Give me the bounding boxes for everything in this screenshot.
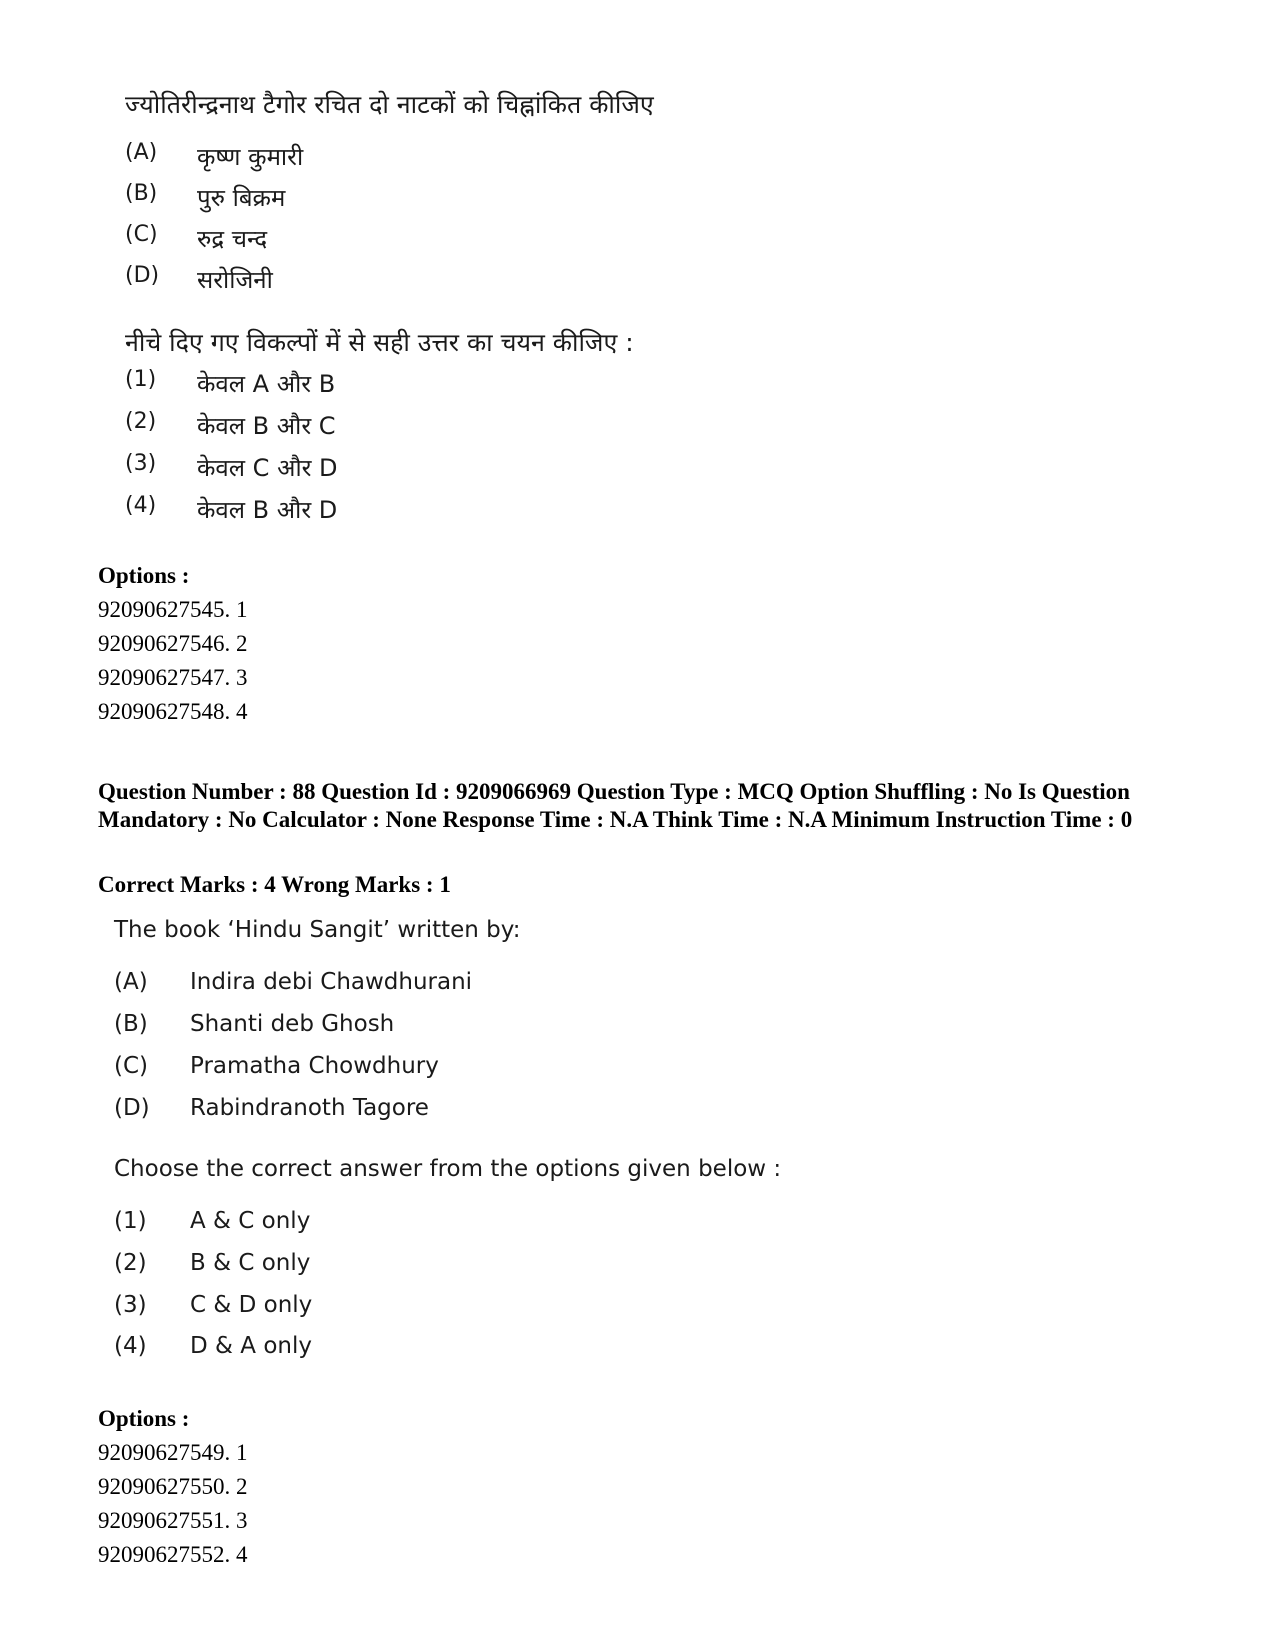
statement-text: कृष्ण कुमारी <box>197 143 304 171</box>
statement-text: Rabindranoth Tagore <box>190 1095 429 1121</box>
answer-text: केवल B और D <box>197 496 338 524</box>
answer-label: (3) <box>125 451 157 476</box>
statement-text: Shanti deb Ghosh <box>190 1011 395 1037</box>
option-item: 92090627551. 3 <box>98 1508 248 1533</box>
answer-label: (4) <box>114 1333 147 1359</box>
statement-label: (B) <box>114 1011 148 1037</box>
choose-instruction: Choose the correct answer from the options given below : <box>114 1156 782 1182</box>
option-item: 92090627549. 1 <box>98 1440 248 1465</box>
question-87-stem: ज्योतिरीन्द्रनाथ टैगोर रचित दो नाटकों को चिह्नांकित कीजिए <box>125 90 654 119</box>
statement-label: (D) <box>125 263 160 288</box>
option-item: 92090627548. 4 <box>98 699 248 724</box>
answer-text: C & D only <box>190 1292 313 1318</box>
option-item: 92090627552. 4 <box>98 1542 248 1567</box>
statement-text: रुद्र चन्द <box>197 225 268 253</box>
question-88-metadata: Question Number : 88 Question Id : 9209066969 Question Type : MCQ Option Shuffling : No Is Question Mandatory : No Calculator : None Response Time : N.A Think Time : N.A Minimum Instruction Time : 0 <box>98 779 1133 832</box>
answer-label: (2) <box>114 1250 147 1276</box>
statement-label: (A) <box>114 969 148 995</box>
statement-label: (D) <box>114 1095 150 1121</box>
question-88-options <box>98 1402 248 1572</box>
statement-text: पुरु बिक्रम <box>197 184 286 212</box>
question-88-marks: Correct Marks : 4 Wrong Marks : 1 <box>98 872 451 897</box>
answer-label: (3) <box>114 1292 147 1318</box>
question-88-stem: The book ‘Hindu Sangit’ written by: <box>114 917 521 943</box>
statement-text: Indira debi Chawdhurani <box>190 969 473 995</box>
answer-text: केवल B और C <box>197 412 336 440</box>
answer-text: D & A only <box>190 1333 312 1359</box>
answer-label: (2) <box>125 409 157 434</box>
statement-label: (C) <box>114 1053 149 1079</box>
statement-label: (B) <box>125 181 158 206</box>
option-item: 92090627546. 2 <box>98 631 248 656</box>
answer-text: केवल C और D <box>197 454 338 482</box>
option-item: 92090627545. 1 <box>98 597 248 622</box>
answer-text: केवल A और B <box>197 370 336 398</box>
statement-text: सरोजिनी <box>197 266 273 294</box>
answer-label: (1) <box>114 1208 147 1234</box>
question-87-options <box>98 559 248 729</box>
answer-label: (1) <box>125 367 157 392</box>
answer-text: B & C only <box>190 1250 311 1276</box>
choose-instruction: नीचे दिए गए विकल्पों में से सही उत्तर का चयन कीजिए : <box>125 328 634 357</box>
statement-label: (C) <box>125 222 158 247</box>
answer-label: (4) <box>125 493 157 518</box>
option-item: 92090627547. 3 <box>98 665 248 690</box>
options-heading: Options : <box>98 563 190 588</box>
statement-label: (A) <box>125 140 158 165</box>
answer-text: A & C only <box>190 1208 311 1234</box>
options-heading: Options : <box>98 1406 190 1431</box>
statement-text: Pramatha Chowdhury <box>190 1053 439 1079</box>
option-item: 92090627550. 2 <box>98 1474 248 1499</box>
